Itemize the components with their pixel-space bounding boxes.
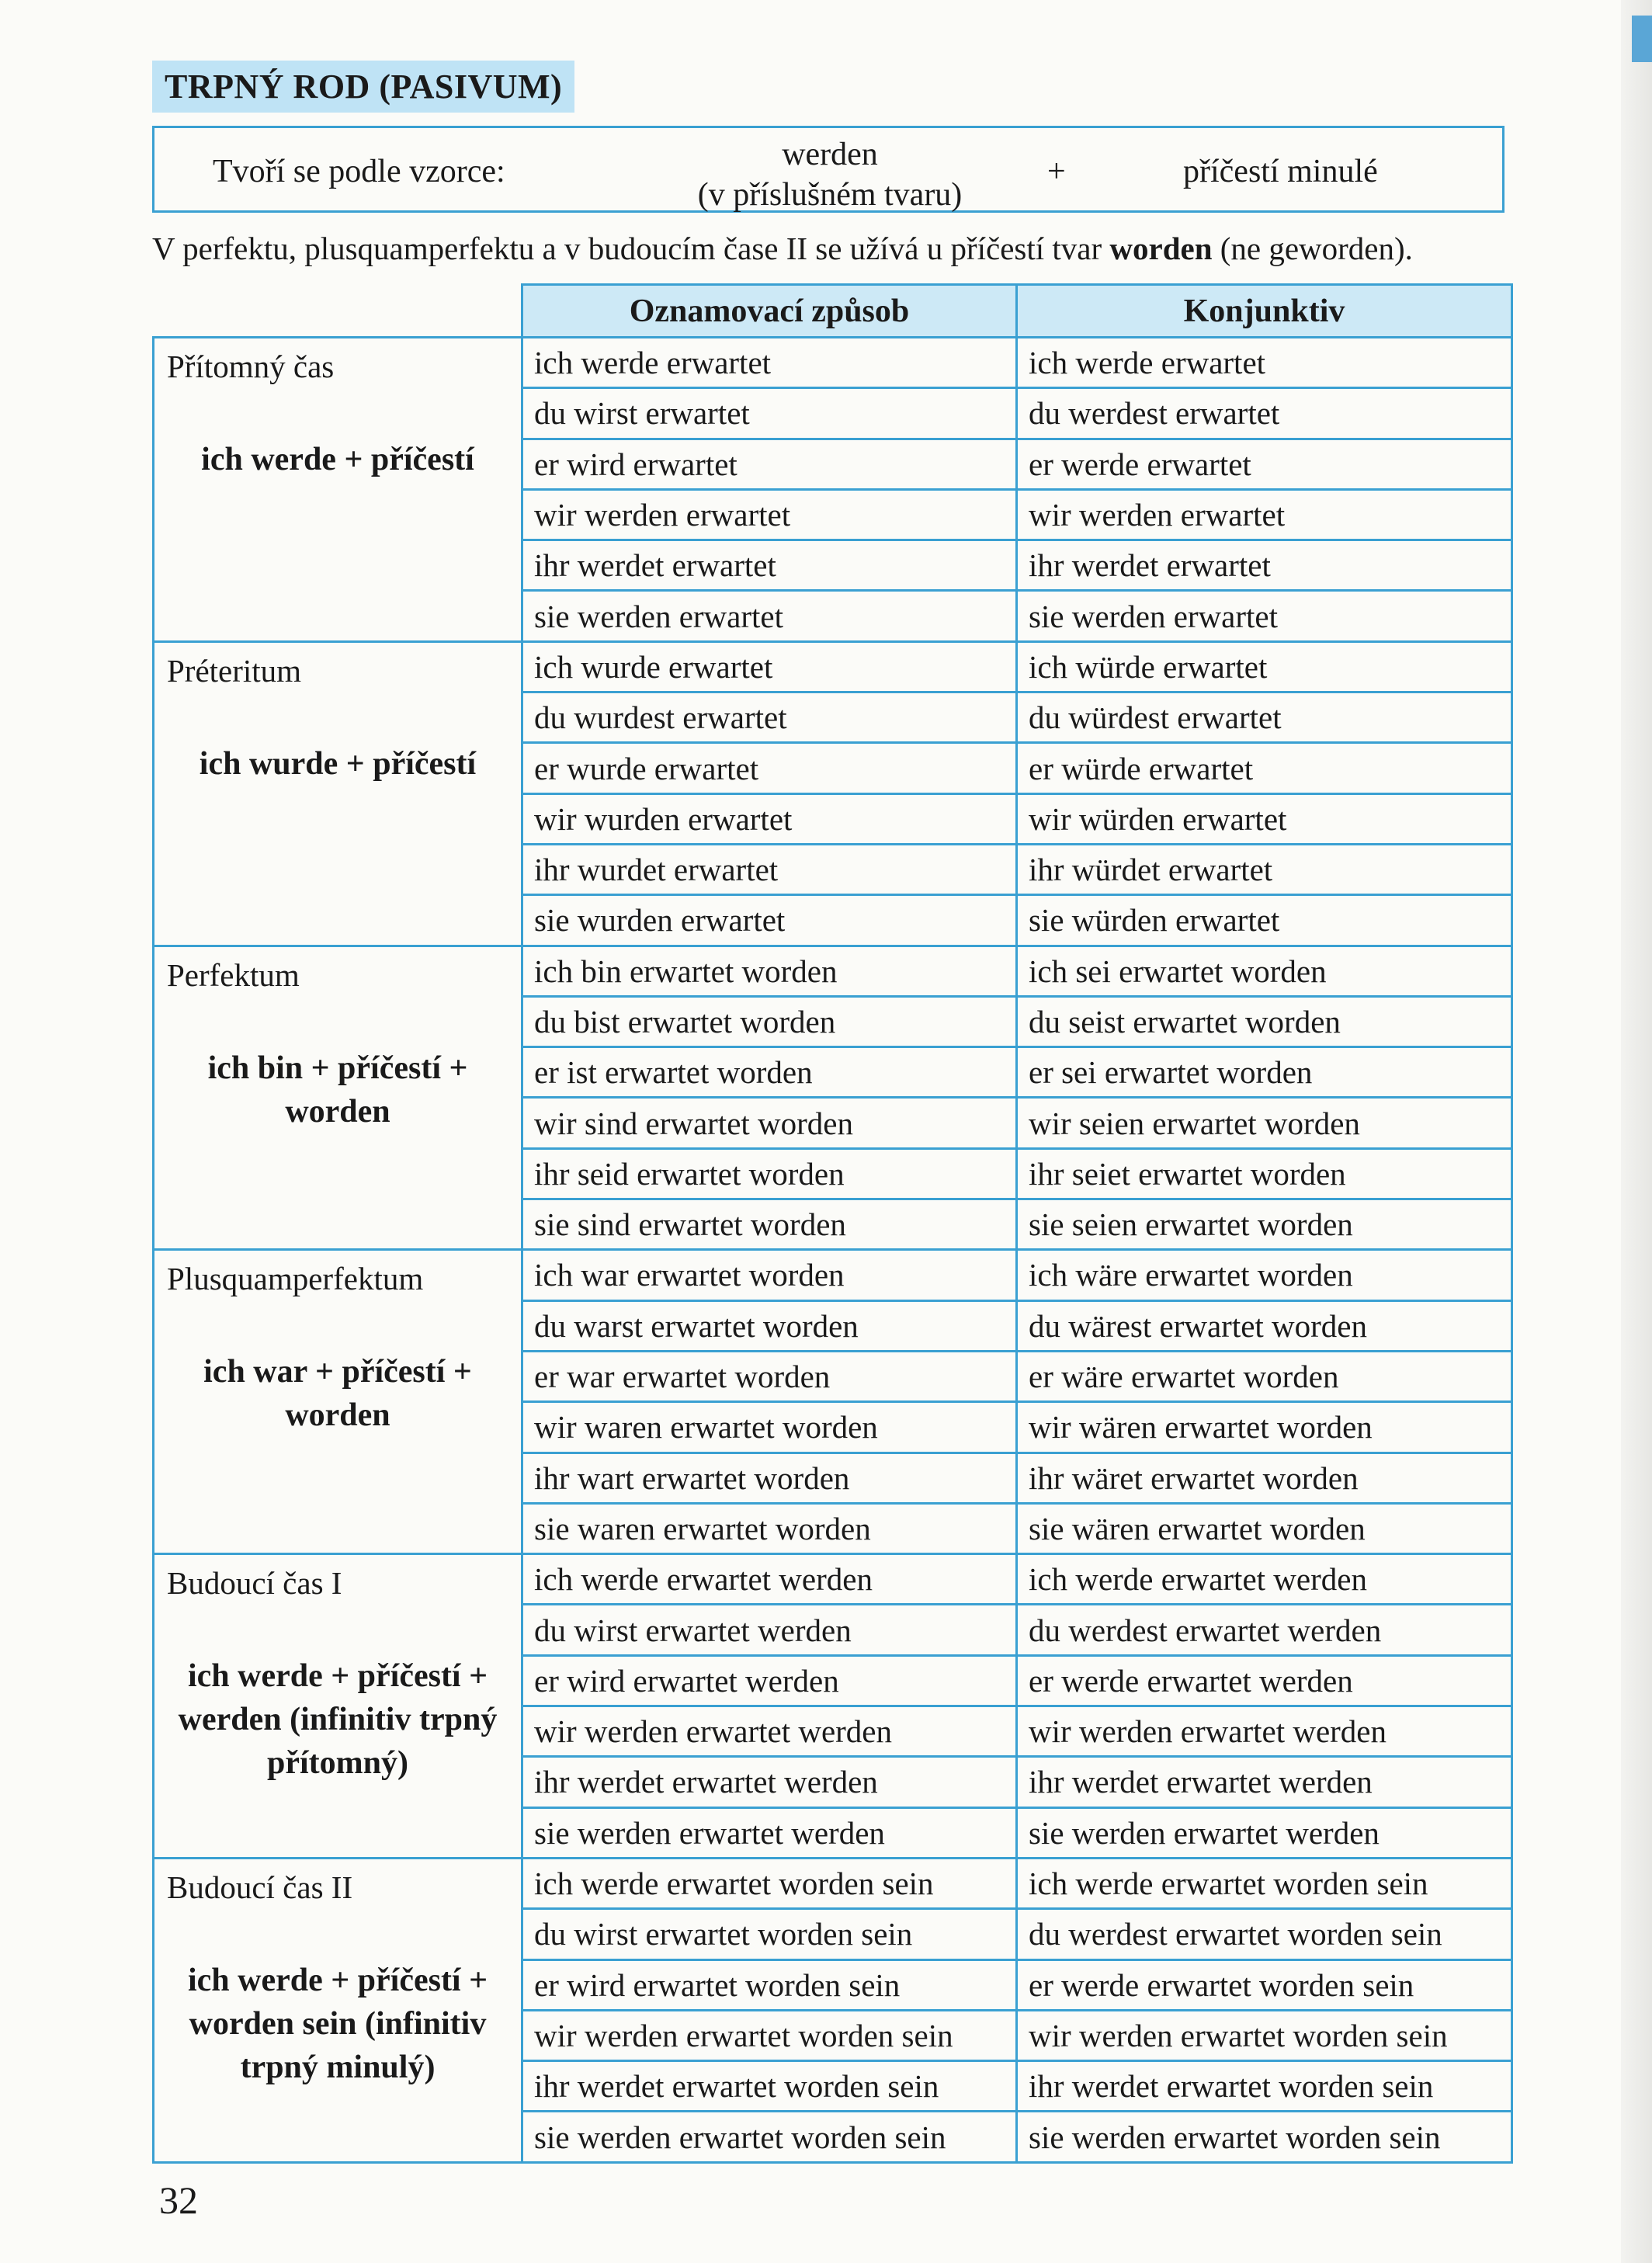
formula-werden-line2: (v příslušném tvaru) <box>697 177 963 213</box>
indicative-form-cell: ich werde erwartet worden sein <box>522 1858 1017 1908</box>
indicative-form-cell: sie sind erwartet worden <box>522 1199 1017 1250</box>
formula-plus: + <box>1047 154 1066 189</box>
indicative-form-cell: wir sind erwartet worden <box>522 1098 1017 1148</box>
subjunctive-form-cell: er werde erwartet werden <box>1017 1655 1512 1706</box>
table-row <box>154 338 1512 388</box>
indicative-form-cell: ich war erwartet worden <box>522 1250 1017 1300</box>
indicative-form-cell: sie wurden erwartet <box>522 895 1017 946</box>
subjunctive-form-cell: er werde erwartet worden sein <box>1017 1959 1512 2010</box>
subjunctive-form-cell: ihr seiet erwartet worden <box>1017 1148 1512 1199</box>
formula-participle: příčestí minulé <box>1183 154 1378 189</box>
indicative-form-cell: sie werden erwartet worden sein <box>522 2112 1017 2162</box>
indicative-form-cell: wir werden erwartet werden <box>522 1706 1017 1757</box>
tense-name: Přítomný čas <box>167 349 335 384</box>
subjunctive-form-cell: ihr werdet erwartet <box>1017 540 1512 591</box>
indicative-form-cell: ihr wurdet erwartet <box>522 844 1017 894</box>
indicative-form-cell: er ist erwartet worden <box>522 1047 1017 1098</box>
indicative-form-cell: wir wurden erwartet <box>522 793 1017 844</box>
indicative-form-cell: er wird erwartet <box>522 439 1017 489</box>
subjunctive-form-cell: sie werden erwartet <box>1017 591 1512 641</box>
tense-name: Perfektum <box>167 956 300 993</box>
page-edge <box>1621 0 1652 2263</box>
tense-label-cell <box>154 338 522 642</box>
subjunctive-form-cell: er werde erwartet <box>1017 439 1512 489</box>
subjunctive-form-cell: du wärest erwartet worden <box>1017 1300 1512 1351</box>
subjunctive-form-cell: er wäre erwartet worden <box>1017 1351 1512 1401</box>
formula-werden-line1: werden <box>782 137 878 172</box>
page-number: 32 <box>159 2178 198 2222</box>
section-title: TRPNÝ ROD (PASIVUM) <box>152 61 574 113</box>
tense-name: Préteritum <box>167 652 302 689</box>
tense-rule: ich bin + příčestí + worden <box>207 1050 468 1130</box>
indicative-form-cell: du wurdest erwartet <box>522 692 1017 743</box>
tense-label-cell <box>154 1554 522 1859</box>
subjunctive-form-cell: sie seien erwartet worden <box>1017 1199 1512 1250</box>
subjunctive-form-cell: du werdest erwartet worden sein <box>1017 1909 1512 1959</box>
indicative-form-cell: ich werde erwartet <box>522 338 1017 388</box>
subjunctive-form-cell: ihr werdet erwartet werden <box>1017 1757 1512 1807</box>
usage-note <box>152 230 1518 267</box>
indicative-form-cell: wir werden erwartet <box>522 489 1017 540</box>
indicative-form-cell: ihr seid erwartet worden <box>522 1148 1017 1199</box>
subjunctive-form-cell: sie werden erwartet worden sein <box>1017 2112 1512 2162</box>
tense-rule: ich war + příčestí + worden <box>203 1354 472 1434</box>
subjunctive-form-cell: er würde erwartet <box>1017 743 1512 793</box>
subjunctive-form-cell: du werdest erwartet werden <box>1017 1605 1512 1655</box>
formula-lead: Tvoří se podle vzorce: <box>213 154 505 189</box>
formula-werden <box>682 134 977 215</box>
table-row <box>154 641 1512 692</box>
indicative-form-cell: du warst erwartet worden <box>522 1300 1017 1351</box>
subjunctive-form-cell: wir werden erwartet <box>1017 489 1512 540</box>
tense-rule: ich werde + příčestí + werden (infinitiv trpný přítomný) <box>178 1658 498 1782</box>
indicative-form-cell: du bist erwartet worden <box>522 996 1017 1046</box>
tense-label-cell <box>154 1250 522 1554</box>
indicative-form-cell: ihr werdet erwartet <box>522 540 1017 591</box>
indicative-form-cell: ihr werdet erwartet werden <box>522 1757 1017 1807</box>
conjugation-table <box>152 283 1513 2164</box>
indicative-form-cell: ihr werdet erwartet worden sein <box>522 2061 1017 2112</box>
indicative-form-cell: er wird erwartet worden sein <box>522 1959 1017 2010</box>
subjunctive-form-cell: wir wären erwartet worden <box>1017 1402 1512 1453</box>
indicative-form-cell: wir werden erwartet worden sein <box>522 2010 1017 2060</box>
table-header-row <box>154 285 1512 338</box>
formula-box <box>152 126 1504 213</box>
table-row <box>154 1250 1512 1300</box>
tense-rule: ich werde + příčestí <box>201 442 474 477</box>
indicative-form-cell: ich bin erwartet worden <box>522 946 1017 996</box>
indicative-form-cell: er wurde erwartet <box>522 743 1017 793</box>
subjunctive-form-cell: du werdest erwartet <box>1017 388 1512 439</box>
table-row <box>154 1554 1512 1605</box>
indicative-form-cell: ich wurde erwartet <box>522 641 1017 692</box>
indicative-form-cell: er wird erwartet werden <box>522 1655 1017 1706</box>
usage-note-bold: worden <box>1109 231 1213 266</box>
subjunctive-form-cell: ich werde erwartet werden <box>1017 1554 1512 1605</box>
tense-name: Budoucí čas II <box>167 1869 353 1905</box>
indicative-form-cell: sie werden erwartet werden <box>522 1807 1017 1858</box>
subjunctive-form-cell: wir werden erwartet werden <box>1017 1706 1512 1757</box>
subjunctive-form-cell: wir werden erwartet worden sein <box>1017 2010 1512 2060</box>
subjunctive-form-cell: sie werden erwartet werden <box>1017 1807 1512 1858</box>
tense-rule: ich wurde + příčestí <box>199 745 477 782</box>
indicative-form-cell: wir waren erwartet worden <box>522 1402 1017 1453</box>
subjunctive-form-cell: wir würden erwartet <box>1017 793 1512 844</box>
column-header-subjunctive: Konjunktiv <box>1017 285 1512 338</box>
tense-rule: ich werde + příčestí + worden sein (infinitiv trpný minulý) <box>187 1962 488 2085</box>
tense-name: Plusquamperfektum <box>167 1261 424 1297</box>
tense-label-cell <box>154 1858 522 2162</box>
subjunctive-form-cell: ich wäre erwartet worden <box>1017 1250 1512 1300</box>
tense-name: Budoucí čas I <box>167 1565 342 1602</box>
subjunctive-form-cell: du seist erwartet worden <box>1017 996 1512 1046</box>
indicative-form-cell: du wirst erwartet worden sein <box>522 1909 1017 1959</box>
indicative-form-cell: du wirst erwartet <box>522 388 1017 439</box>
table-row <box>154 946 1512 996</box>
tense-label-cell <box>154 946 522 1250</box>
subjunctive-form-cell: ich werde erwartet worden sein <box>1017 1858 1512 1908</box>
indicative-form-cell: er war erwartet worden <box>522 1351 1017 1401</box>
usage-note-before: V perfektu, plusquamperfektu a v budoucím čase II se užívá u příčestí tvar <box>152 231 1110 266</box>
subjunctive-form-cell: sie würden erwartet <box>1017 895 1512 946</box>
subjunctive-form-cell: ich werde erwartet <box>1017 338 1512 388</box>
header-blank-cell <box>154 285 522 338</box>
indicative-form-cell: sie werden erwartet <box>522 591 1017 641</box>
indicative-form-cell: ich werde erwartet werden <box>522 1554 1017 1605</box>
subjunctive-form-cell: ihr würdet erwartet <box>1017 844 1512 894</box>
table-row <box>154 1858 1512 1908</box>
subjunctive-form-cell: du würdest erwartet <box>1017 692 1512 743</box>
subjunctive-form-cell: wir seien erwartet worden <box>1017 1098 1512 1148</box>
subjunctive-form-cell: ihr werdet erwartet worden sein <box>1017 2061 1512 2112</box>
subjunctive-form-cell: er sei erwartet worden <box>1017 1047 1512 1098</box>
subjunctive-form-cell: sie wären erwartet worden <box>1017 1503 1512 1553</box>
subjunctive-form-cell: ich würde erwartet <box>1017 641 1512 692</box>
indicative-form-cell: sie waren erwartet worden <box>522 1503 1017 1553</box>
usage-note-after: (ne geworden). <box>1212 231 1413 266</box>
indicative-form-cell: ihr wart erwartet worden <box>522 1453 1017 1503</box>
column-header-indicative: Oznamovací způsob <box>522 285 1017 338</box>
subjunctive-form-cell: ihr wäret erwartet worden <box>1017 1453 1512 1503</box>
tense-label-cell <box>154 641 522 946</box>
subjunctive-form-cell: ich sei erwartet worden <box>1017 946 1512 996</box>
indicative-form-cell: du wirst erwartet werden <box>522 1605 1017 1655</box>
page-tab-marker <box>1632 16 1652 62</box>
